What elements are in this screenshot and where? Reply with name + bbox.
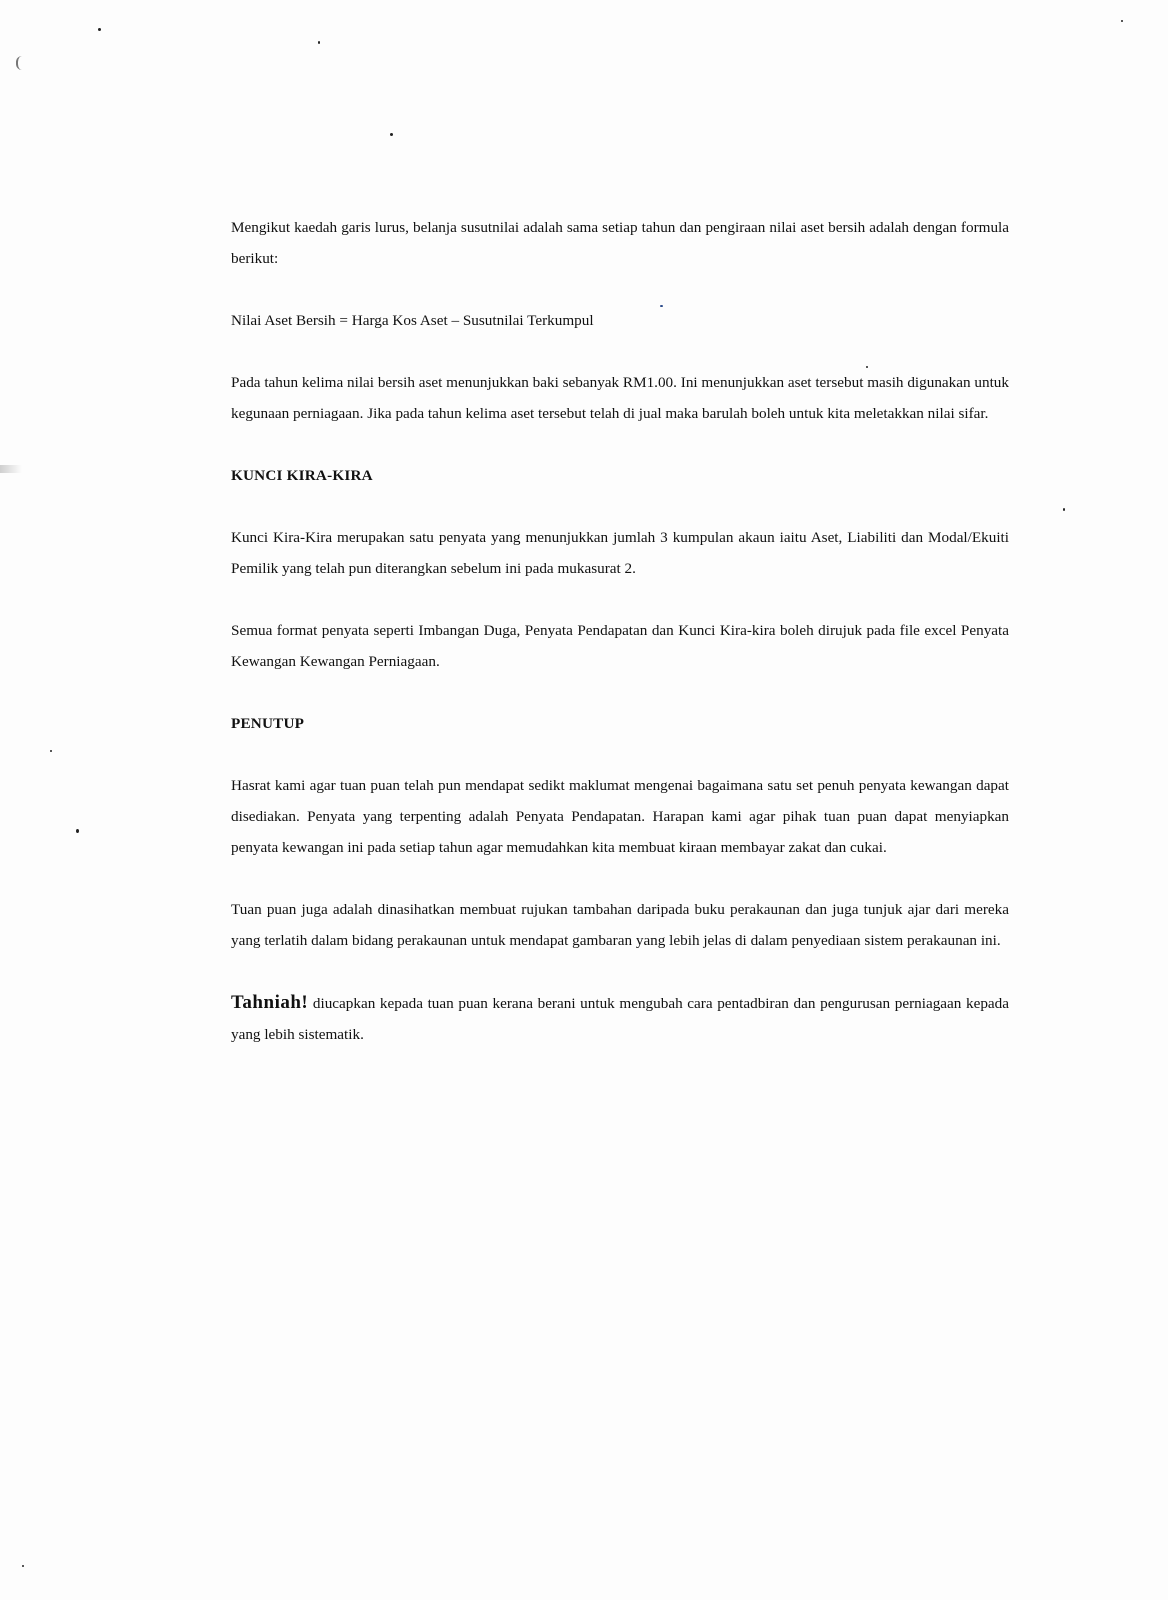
scan-speck (1121, 20, 1123, 22)
paragraph-fifth-year: Pada tahun kelima nilai bersih aset menunjukkan baki sebanyak RM1.00. Ini menunjukkan aset tersebut masih digunakan untuk kegunaan perniagaan. Jika pada tahun kelima aset tersebut telah di jual maka barulah boleh untuk kita meletakkan nilai sifar. (231, 374, 1009, 422)
scan-smudge (0, 465, 22, 473)
scan-speck (50, 750, 52, 752)
formula-net-asset-value: Nilai Aset Bersih = Harga Kos Aset – Susutnilai Terkumpul (231, 312, 594, 329)
scan-speck (318, 41, 320, 44)
scan-speck (22, 1565, 24, 1567)
paragraph-nasihat: Tuan puan juga adalah dinasihatkan membuat rujukan tambahan daripada buku perakaunan dan juga tunjuk ajar dari mereka yang terlatih dalam bidang perakaunan untuk mendapat gambaran yang lebih jelas di dalam penyediaan sistem perakaunan ini. (231, 901, 1009, 949)
tahniah-emphasis: Tahniah! (231, 992, 309, 1013)
scan-speck (98, 28, 101, 31)
scan-edge-mark (16, 56, 24, 70)
paragraph-hasrat: Hasrat kami agar tuan puan telah pun mendapat sedikt maklumat mengenai bagaimana satu set penuh penyata kewangan dapat disediakan. Penyata yang terpenting adalah Penyata Pendapatan. Harapan kami agar pihak tuan puan dapat menyiapkan penyata kewangan ini pada setiap tahun agar memudahkan kita membuat kiraan membayar zakat dan cukai. (231, 777, 1009, 856)
heading-kunci-kira-kira: KUNCI KIRA-KIRA (231, 467, 373, 484)
paragraph-straight-line-method: Mengikut kaedah garis lurus, belanja susutnilai adalah sama setiap tahun dan pengiraan nilai aset bersih adalah dengan formula berikut: (231, 219, 1009, 267)
tahniah-text: diucapkan kepada tuan puan kerana berani untuk mengubah cara pentadbiran dan pengurusan perniagaan kepada yang lebih sistematik. (231, 995, 1009, 1043)
document-body (231, 212, 1009, 1050)
heading-penutup: PENUTUP (231, 715, 305, 732)
paragraph-format-penyata: Semua format penyata seperti Imbangan Duga, Penyata Pendapatan dan Kunci Kira-kira boleh dirujuk pada file excel Penyata Kewangan Kewangan Perniagaan. (231, 622, 1009, 670)
scan-speck (76, 829, 79, 833)
scan-speck (390, 133, 393, 136)
scan-speck (1063, 508, 1065, 511)
paragraph-kunci-kira-kira: Kunci Kira-Kira merupakan satu penyata yang menunjukkan jumlah 3 kumpulan akaun iaitu Aset, Liabiliti dan Modal/Ekuiti Pemilik yang telah pun diterangkan sebelum ini pada mukasurat 2. (231, 529, 1009, 577)
paragraph-tahniah (231, 987, 1009, 1050)
